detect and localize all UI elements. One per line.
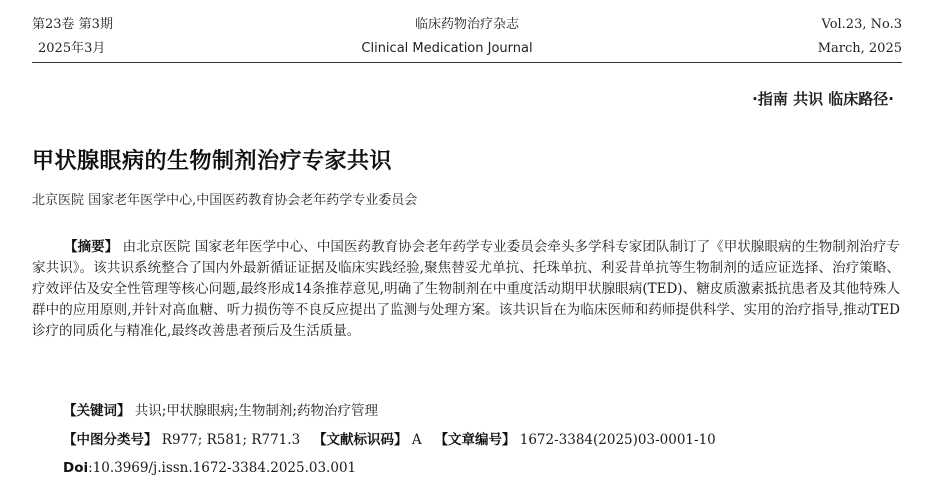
- journal-name-cn: 临床药物治疗杂志: [414, 17, 519, 32]
- keywords-label: 【关键词】: [63, 403, 131, 419]
- keywords-text: 共识;甲状腺眼病;生物制剂;药物治疗管理: [134, 403, 378, 419]
- abstract-label: 【摘要】: [64, 239, 119, 255]
- doi-line: [63, 458, 356, 478]
- publication-date-en: March, 2025: [817, 41, 902, 56]
- volume-issue: 第23卷 第3期: [32, 17, 113, 32]
- publication-date: 2025年3月: [38, 41, 106, 56]
- clc-value: R977; R581; R771.3: [161, 432, 301, 448]
- doi-value: :10.3969/j.issn.1672-3384.2025.03.001: [88, 460, 357, 476]
- doc-code-label: 【文献标识码】: [313, 432, 408, 448]
- doi-label: Doi: [63, 460, 89, 476]
- article-number-value: 1672-3384(2025)03-0001-10: [519, 432, 716, 448]
- classification-line: [63, 430, 716, 450]
- keywords-line: [63, 401, 378, 421]
- doc-code-value: A: [411, 432, 422, 448]
- abstract: [32, 237, 900, 342]
- clc-label: 【中图分类号】: [63, 432, 158, 448]
- article-title: 甲状腺眼病的生物制剂治疗专家共识: [32, 149, 393, 174]
- article-number-label: 【文章编号】: [434, 432, 516, 448]
- volume-issue-en: Vol.23, No.3: [821, 17, 902, 32]
- author-affiliations: 北京医院 国家老年医学中心,中国医药教育协会老年药学专业委员会: [32, 193, 418, 208]
- journal-name-en: Clinical Medication Journal: [361, 41, 533, 56]
- section-tag: ·指南 共识 临床路径·: [752, 90, 894, 108]
- header-rule: [32, 62, 902, 63]
- abstract-text: 由北京医院 国家老年医学中心、中国医药教育协会老年药学专业委员会牵头多学科专家团队制订了《甲状腺眼病的生物制剂治疗专家共识》。该共识系统整合了国内外最新循证证据及临床实践经验,聚焦替妥尤单抗、托珠单抗、利妥昔单抗等生物制剂的适应证选择、治疗策略、疗效评估及安全性管理等核心问题,最终形成14条推荐意见,明确了生物制剂在中重度活动期甲状腺眼病(TED)、糖皮质激素抵抗患者及其他特殊人群中的应用原则,并针对高血糖、听力损伤等不良反应提出了监测与处理方案。该共识旨在为临床医师和药师提供科学、实用的治疗指导,推动TED诊疗的同质化与精准化,最终改善患者预后及生活质量。: [32, 239, 901, 339]
